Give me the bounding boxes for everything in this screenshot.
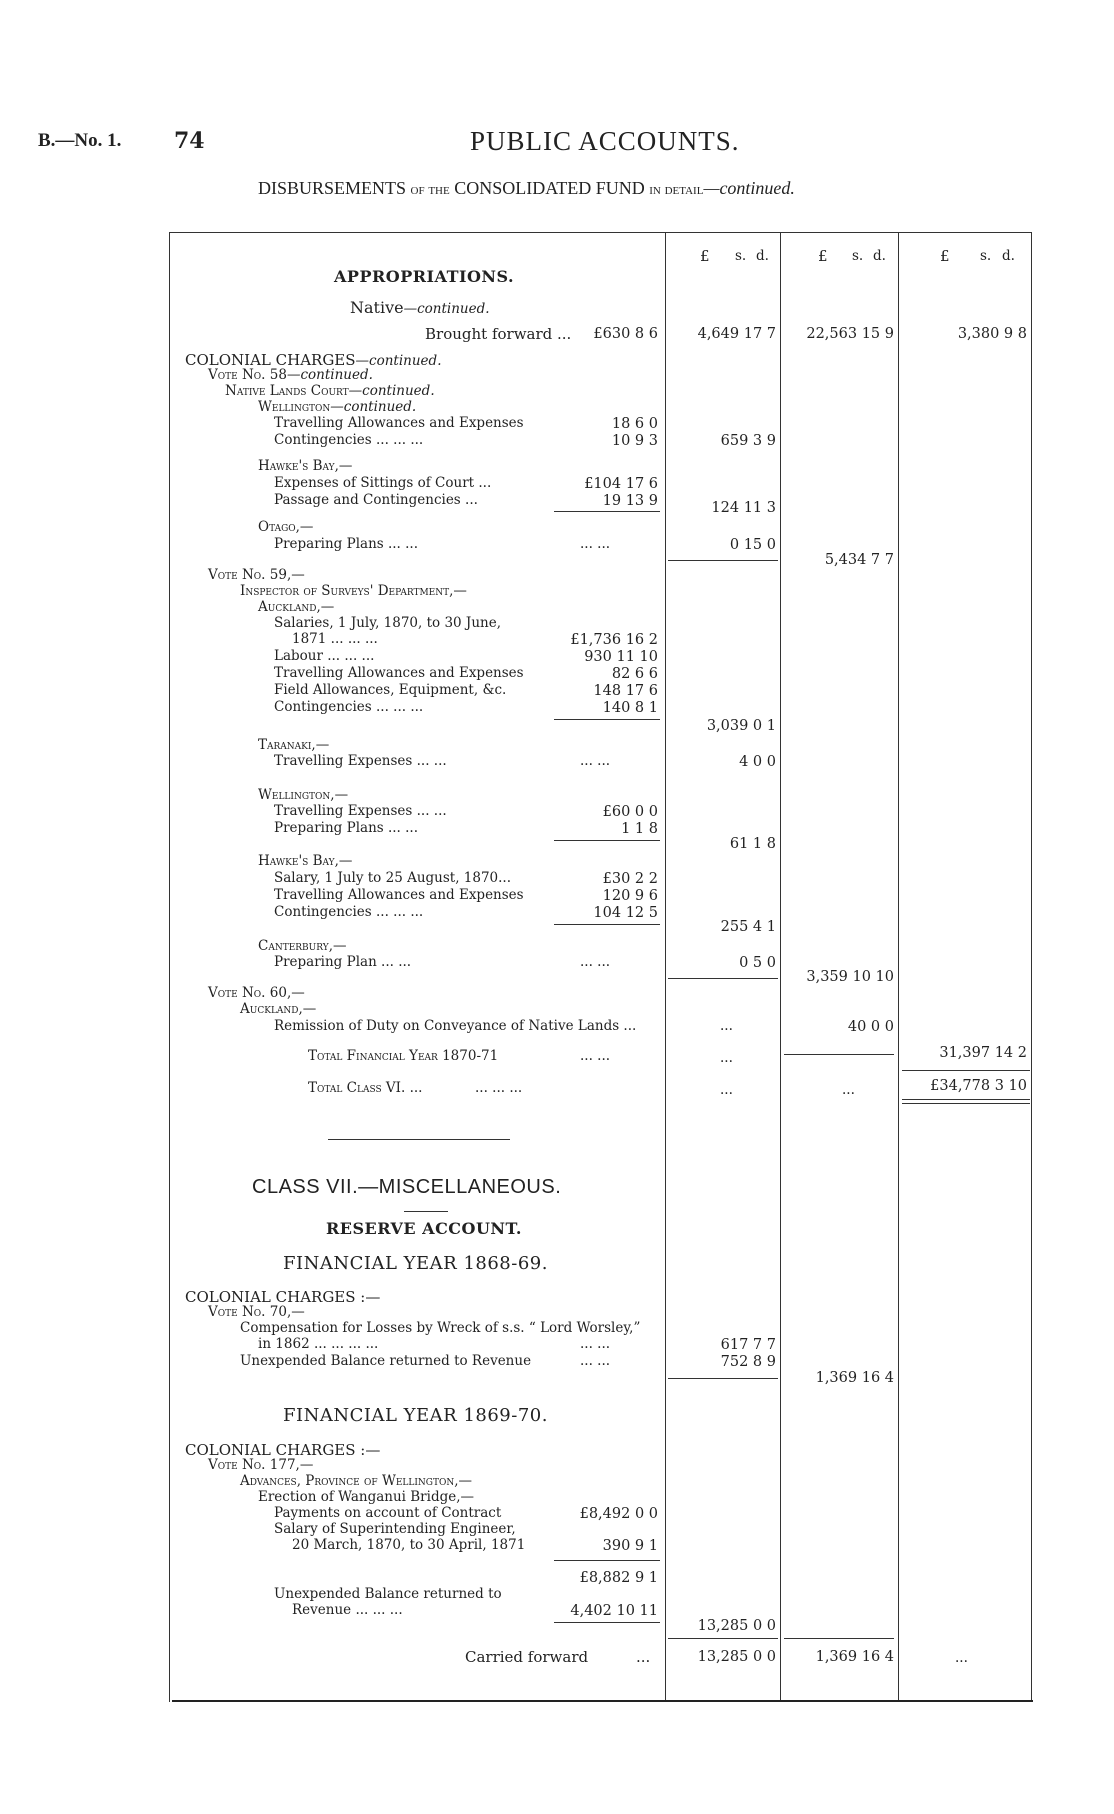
taranaki-travel-label: Travelling Expenses ... ... (274, 753, 447, 769)
vote-58-continued: —continued. (286, 367, 373, 383)
payments-amount: £8,492 0 0 (579, 1506, 658, 1522)
canterbury-heading: Canterbury,— (258, 938, 347, 954)
subtitle-disbursements: DISBURSEMENTS (258, 178, 407, 198)
reserve-account-heading: RESERVE ACCOUNT. (326, 1219, 522, 1238)
section-separator (328, 1139, 510, 1140)
wellington2-plans-label: Preparing Plans ... ... (274, 820, 419, 836)
column-divider-2 (780, 232, 781, 1702)
subtitle-continued: —continued. (703, 178, 795, 198)
hawkes-bay2-contingencies-label: Contingencies ... ... ... (274, 904, 424, 920)
vote-59-heading: Vote No. 59,— (208, 567, 305, 583)
class-vii-rule (404, 1211, 448, 1212)
vote-60-heading: Vote No. 60,— (208, 985, 305, 1001)
compensation-amount: 617 7 7 (720, 1337, 776, 1353)
taranaki-dots: ... ... (580, 753, 611, 769)
brought-forward-label: Brought forward ... (425, 325, 572, 343)
col2-shillings-header: s. (852, 248, 864, 264)
hawkes-bay2-travel-label: Travelling Allowances and Expenses (274, 887, 524, 903)
page-number: 74 (174, 128, 205, 154)
salary-label-1: Salary of Superintending Engineer, (274, 1521, 516, 1537)
total-class-col2: ... (842, 1082, 855, 1098)
hawkes-bay-total: 124 11 3 (711, 500, 776, 516)
otago-total: 0 15 0 (729, 537, 776, 553)
colonial-charges-2-heading: COLONIAL CHARGES :— (185, 1288, 381, 1306)
salary-amount: 390 9 1 (602, 1538, 658, 1554)
carried-forward-top-rule-2 (784, 1638, 894, 1639)
auckland-total: 3,039 0 1 (706, 718, 776, 734)
column-divider-1 (665, 232, 666, 1702)
col3-shillings-header: s. (980, 248, 992, 264)
carried-forward-col3: ... (955, 1650, 968, 1666)
subtitle-of-the: of the (410, 182, 450, 198)
subtitle-in-detail: in detail (649, 182, 704, 198)
auckland-salaries-amount: £1,736 16 2 (570, 632, 658, 648)
native-lands-label: Native Lands Court (225, 383, 349, 399)
unexpended2-label-2: Revenue ... ... ... (292, 1602, 403, 1618)
brought-forward-inner: £630 8 6 (593, 326, 658, 342)
hawkes-bay2-total: 255 4 1 (720, 919, 776, 935)
col2-pounds-header: £ (818, 247, 828, 265)
carried-forward-dots: ... (636, 1648, 651, 1666)
otago-plans-label: Preparing Plans ... ... (274, 536, 419, 552)
brought-forward-col1: 4,649 17 7 (697, 326, 776, 342)
col1-pence-header: d. (756, 248, 769, 264)
fy1-rule (668, 1378, 778, 1379)
frame-bottom-border (172, 1700, 1033, 1702)
vote-177-heading: Vote No. 177,— (208, 1457, 314, 1473)
native-label: Native (350, 298, 404, 317)
auckland-field-amount: 148 17 6 (593, 683, 658, 699)
page-title: PUBLIC ACCOUNTS. (470, 126, 740, 156)
frame-left-border (169, 232, 170, 1702)
wellington-contingencies-label: Contingencies ... ... ... (274, 432, 424, 448)
native-lands-continued: —continued. (348, 383, 435, 399)
advances-heading: Advances, Province of Wellington,— (240, 1473, 473, 1489)
total-fy-rule (784, 1054, 894, 1055)
class-vii-heading: CLASS VII.—MISCELLANEOUS. (252, 1176, 562, 1198)
canterbury-total: 0 5 0 (739, 955, 776, 971)
hawkes-bay2-salary-amount: £30 2 2 (602, 871, 658, 887)
payments-label: Payments on account of Contract (274, 1505, 502, 1521)
native-lands-rule (668, 560, 778, 561)
compensation-label-1: Compensation for Losses by Wreck of s.s. “ Lord Worsley,” (240, 1320, 641, 1336)
canterbury-plan-label: Preparing Plan ... ... (274, 954, 412, 970)
compensation-dots: ... ... (580, 1336, 611, 1352)
col1-pounds-header: £ (700, 247, 710, 265)
brought-forward-col3: 3,380 9 8 (957, 326, 1027, 342)
otago-heading: Otago,— (258, 519, 314, 535)
wellington-travel-amount: 18 6 0 (611, 416, 658, 432)
wellington-label: Wellington (258, 399, 331, 415)
total-financial-year-label: Total Financial Year 1870-71 (308, 1048, 499, 1064)
hawkes-bay2-travel-amount: 120 9 6 (602, 888, 658, 904)
hawkes-bay-passage-label: Passage and Contingencies ... (274, 492, 478, 508)
vote-59-rule (668, 978, 778, 979)
hawkes-bay-heading: Hawke's Bay,— (258, 458, 353, 474)
auckland2-heading: Auckland,— (240, 1001, 317, 1017)
subtitle-consolidated-fund: CONSOLIDATED FUND (454, 178, 645, 198)
col1-shillings-header: s. (735, 248, 747, 264)
financial-year-1868-heading: FINANCIAL YEAR 1868-69. (283, 1253, 548, 1274)
hawkes-bay2-salary-label: Salary, 1 July to 25 August, 1870... (274, 870, 512, 886)
colonial-charges-3-heading: COLONIAL CHARGES :— (185, 1441, 381, 1459)
frame-right-border (1031, 232, 1032, 1702)
wellington2-heading: Wellington,— (258, 787, 349, 803)
appropriations-heading: APPROPRIATIONS. (334, 267, 515, 286)
carried-forward-col2: 1,369 16 4 (815, 1649, 894, 1665)
hawkes-bay2-heading: Hawke's Bay,— (258, 853, 353, 869)
native-subheading (350, 298, 490, 317)
native-continued: —continued. (403, 301, 490, 317)
col3-pounds-header: £ (940, 247, 950, 265)
auckland-contingencies-amount: 140 8 1 (602, 700, 658, 716)
native-lands-total: 5,434 7 7 (824, 552, 894, 568)
auckland-salaries-label-2: 1871 ... ... ... (292, 631, 378, 647)
wellington2-travel-label: Travelling Expenses ... ... (274, 803, 447, 819)
colonial-charges-continued: —continued. (355, 353, 442, 369)
unexpended-balance-dots: ... ... (580, 1353, 611, 1369)
wellington2-plans-amount: 1 1 8 (621, 821, 658, 837)
wellington-heading (258, 400, 416, 415)
total-class-bottom-rule-2 (902, 1103, 1030, 1104)
page-subtitle (258, 178, 795, 199)
unexpended-balance-label: Unexpended Balance returned to Revenue (240, 1353, 532, 1369)
auckland-labour-label: Labour ... ... ... (274, 648, 375, 664)
hawkes-bay-rule (554, 511, 660, 512)
doc-reference: B.—No. 1. (38, 130, 122, 151)
hawkes-bay-passage-amount: 19 13 9 (602, 493, 658, 509)
remission-label: Remission of Duty on Conveyance of Native Lands ... (274, 1018, 637, 1034)
auckland-travel-label: Travelling Allowances and Expenses (274, 665, 524, 681)
financial-year-1869-heading: FINANCIAL YEAR 1869-70. (283, 1405, 548, 1426)
total-class-dots: ... ... ... (475, 1080, 523, 1096)
vote-59-total: 3,359 10 10 (806, 969, 894, 985)
hawkes-bay-sittings-amount: £104 17 6 (584, 476, 658, 492)
auckland-travel-amount: 82 6 6 (611, 666, 658, 682)
vote-70-heading: Vote No. 70,— (208, 1304, 305, 1320)
total-class-bottom-rule-1 (902, 1099, 1030, 1100)
vote-58-label: Vote No. 58 (208, 367, 287, 383)
col3-pence-header: d. (1002, 248, 1015, 264)
unexpended2-amount: 4,402 10 11 (570, 1603, 658, 1619)
salary-label-2: 20 March, 1870, to 30 April, 1871 (292, 1537, 526, 1553)
fy2-total: 13,285 0 0 (697, 1618, 776, 1634)
frame-top-border (169, 232, 1031, 233)
carried-forward-top-rule (668, 1638, 778, 1639)
canterbury-dots: ... ... (580, 954, 611, 970)
hawkes-bay2-rule (554, 924, 660, 925)
wellington-travel-label: Travelling Allowances and Expenses (274, 415, 524, 431)
col2-pence-header: d. (873, 248, 886, 264)
hawkes-bay-sittings-label: Expenses of Sittings of Court ... (274, 475, 492, 491)
hawkes-bay2-contingencies-amount: 104 12 5 (593, 905, 658, 921)
auckland-heading: Auckland,— (258, 599, 335, 615)
brought-forward-col2: 22,563 15 9 (806, 326, 894, 342)
native-lands-court-heading (225, 384, 435, 399)
erection-heading: Erection of Wanganui Bridge,— (258, 1489, 475, 1505)
auckland-field-label: Field Allowances, Equipment, &c. (274, 682, 507, 698)
carried-forward-label: Carried forward (465, 1648, 589, 1666)
wellington2-rule (554, 840, 660, 841)
subtotal-amount: £8,882 9 1 (579, 1570, 658, 1586)
vote-58-heading (208, 368, 373, 383)
taranaki-total: 4 0 0 (739, 754, 776, 770)
wellington-total: 659 3 9 (720, 433, 776, 449)
subtotal-rule (554, 1560, 660, 1561)
auckland-rule (554, 719, 660, 720)
wellington-continued: —continued. (330, 399, 417, 415)
total-financial-year-col1: ... (720, 1050, 733, 1066)
remission-col2: 40 0 0 (847, 1019, 894, 1035)
remission-col1: ... (720, 1018, 733, 1034)
compensation-label-2: in 1862 ... ... ... ... (258, 1336, 379, 1352)
wellington-contingencies-amount: 10 9 3 (611, 433, 658, 449)
wellington2-total: 61 1 8 (729, 836, 776, 852)
taranaki-heading: Taranaki,— (258, 737, 330, 753)
inspector-surveys-heading: Inspector of Surveys' Department,— (240, 583, 467, 599)
otago-dots: ... ... (580, 536, 611, 552)
unexpended-balance-amount: 752 8 9 (720, 1354, 776, 1370)
auckland-contingencies-label: Contingencies ... ... ... (274, 699, 424, 715)
auckland-labour-amount: 930 11 10 (584, 649, 658, 665)
unexpended2-label-1: Unexpended Balance returned to (274, 1586, 502, 1602)
auckland-salaries-label-1: Salaries, 1 July, 1870, to 30 June, (274, 615, 501, 631)
total-class-col1: ... (720, 1082, 733, 1098)
total-class-label: Total Class VI. ... (308, 1080, 423, 1096)
total-class-col3: £34,778 3 10 (930, 1078, 1027, 1094)
carried-forward-col1: 13,285 0 0 (697, 1649, 776, 1665)
total-class-top-rule (902, 1070, 1030, 1071)
fy1-total: 1,369 16 4 (815, 1370, 894, 1386)
column-divider-3 (898, 232, 899, 1702)
total-financial-year-dots: ... ... (580, 1048, 611, 1064)
colonial-charges-label: COLONIAL CHARGES (185, 351, 356, 369)
wellington2-travel-amount: £60 0 0 (602, 804, 658, 820)
fy2-inner-rule (554, 1622, 660, 1623)
total-financial-year-col3: 31,397 14 2 (939, 1045, 1027, 1061)
